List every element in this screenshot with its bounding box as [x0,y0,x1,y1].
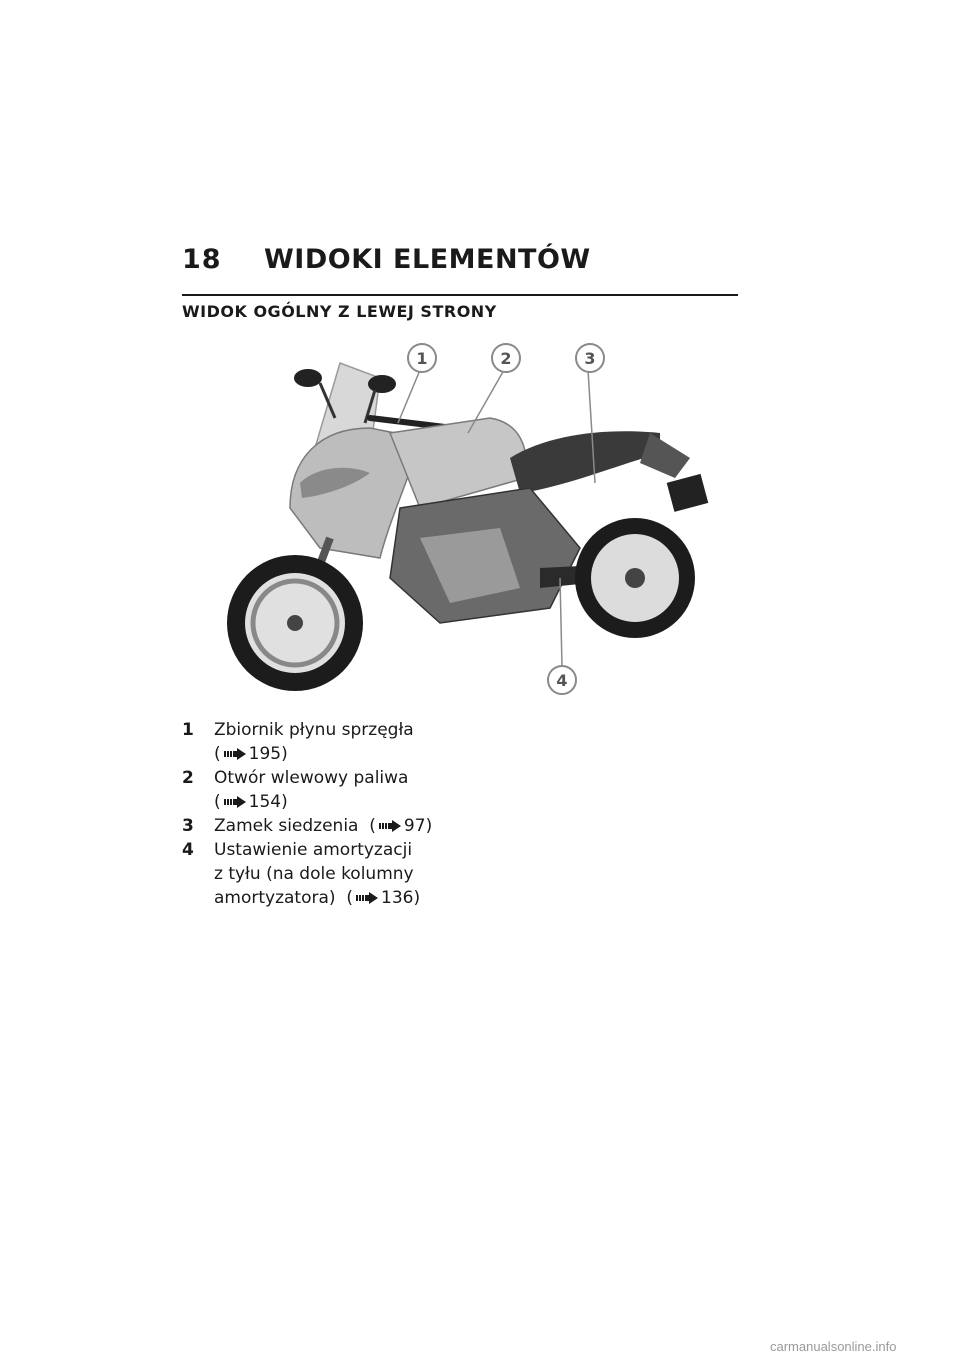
page-ref-arrow-icon [379,820,401,832]
legend-number: 1 [182,720,194,740]
svg-text:1: 1 [416,349,428,368]
page-reference[interactable]: ( 154) [214,792,288,812]
right-mirror [368,375,396,393]
watermark: carmanualsonline.info [770,1339,897,1354]
page-reference-number: 97 [403,816,426,836]
page-reference[interactable]: ( 195) [214,744,288,764]
legend-list [182,718,482,910]
page-ref-arrow-icon [224,796,246,808]
legend-number: 2 [182,768,194,788]
legend-item [182,718,482,766]
front-wheel [227,555,363,691]
legend-text: z tyłu (na dole kolumny [214,864,414,884]
legend-text: Otwór wlewowy paliwa [214,768,409,788]
legend-item [182,814,482,838]
page-ref-arrow-icon [356,892,378,904]
header-divider [182,294,738,296]
legend-text-line [214,814,482,838]
legend-item [182,838,482,910]
motorcycle-figure [220,338,720,708]
page-reference-number: 136 [381,888,414,908]
svg-text:4: 4 [556,671,568,690]
legend-item [182,766,482,814]
callout-1 [408,344,436,372]
left-mirror [294,369,322,387]
seat [510,431,660,493]
section-title: WIDOK OGÓLNY Z LEWEJ STRONY [182,302,497,321]
rear-wheel [575,518,695,638]
legend-text-line [214,766,482,790]
legend-text-line [214,862,482,886]
legend-text: Zamek siedzenia [214,816,359,836]
legend-text-line [214,886,482,910]
page-reference[interactable]: ( 97) [358,816,433,836]
page-ref-arrow-icon [224,748,246,760]
legend-text: Ustawienie amortyzacji [214,840,413,860]
legend-text: Zbiornik płynu sprzęgła [214,720,414,740]
callout-4 [548,666,576,694]
svg-text:3: 3 [584,349,596,368]
callout-2 [492,344,520,372]
legend-number: 3 [182,816,194,836]
motorcycle-illustration [220,338,720,708]
page-reference-number: 154 [248,792,282,812]
svg-text:2: 2 [500,349,512,368]
chapter-title: WIDOKI ELEMENTÓW [264,244,591,275]
callout-3 [576,344,604,372]
legend-text: amortyzatora) [214,888,336,908]
page-number: 18 [182,244,222,275]
legend-text-line [214,838,482,862]
legend-number: 4 [182,840,194,860]
license-plate [667,474,709,512]
page-reference[interactable]: ( 136) [335,888,421,908]
legend-text-line [214,718,482,742]
page-reference-number: 195 [248,744,282,764]
